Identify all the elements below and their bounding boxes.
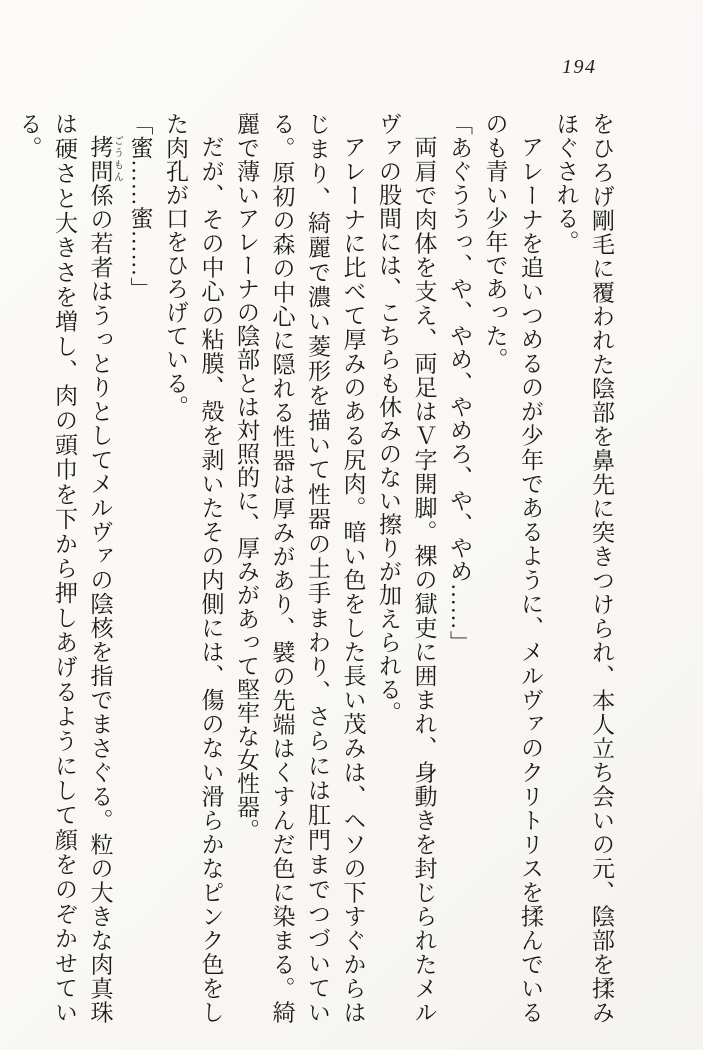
paragraph: 両肩で肉体を支え、両足はＶ字開脚。裸の獄吏に囲まれ、身動きを封じられたメルヴァの股間には、こちらも休みのない擦りが加えられる。 xyxy=(376,112,437,1024)
paragraph: 拷問 ごうもん係の若者はうっとりとしてメルヴァの陰核を指でまさぐる。粒の大きな肉真珠は硬さと大きさを増し、肉の頭巾を下から押しあげるようにして顔をのぞかせている。 xyxy=(16,112,123,1025)
paragraph: 「あぐううっ、や、やめ、やめろ、や、やめ……」 xyxy=(447,112,472,654)
paragraph: 「蜜……蜜……」 xyxy=(127,112,153,301)
page-number: 194 xyxy=(562,56,597,78)
furigana-term: 拷問 ごうもん xyxy=(87,135,123,184)
paragraph: アレーナを追いつめるのが少年であるように、メルヴァのクリトリスを揉んでいるのも青い少年であった。 xyxy=(482,112,543,1024)
paragraph: をひろげ剛毛に覆われた陰部を鼻先に突きつけられ、本人立ち会いの元、陰部を揉みほぐされる。 xyxy=(553,112,614,1024)
paragraph: だが、その中心の粘膜、殻を剥いたその内側には、傷のない滑らかなピンク色をした肉孔が口をひろげている。 xyxy=(163,112,224,1024)
paragraph: アレーナに比べて厚みのある尻肉。暗い色をした長い茂みは、ヘソの下すぐからはじまり、綺麗で濃い菱形を描いて性器の土手まわり、さらには肛門までつづいている。原初の森の中心に隠れる性器は厚みがあり、襞の先端はくすんだ色に染まる。綺麗で薄いアレーナの陰部とは対照的に、厚みがあって堅牢な女性器。 xyxy=(234,112,366,1024)
text-body xyxy=(11,112,619,1024)
